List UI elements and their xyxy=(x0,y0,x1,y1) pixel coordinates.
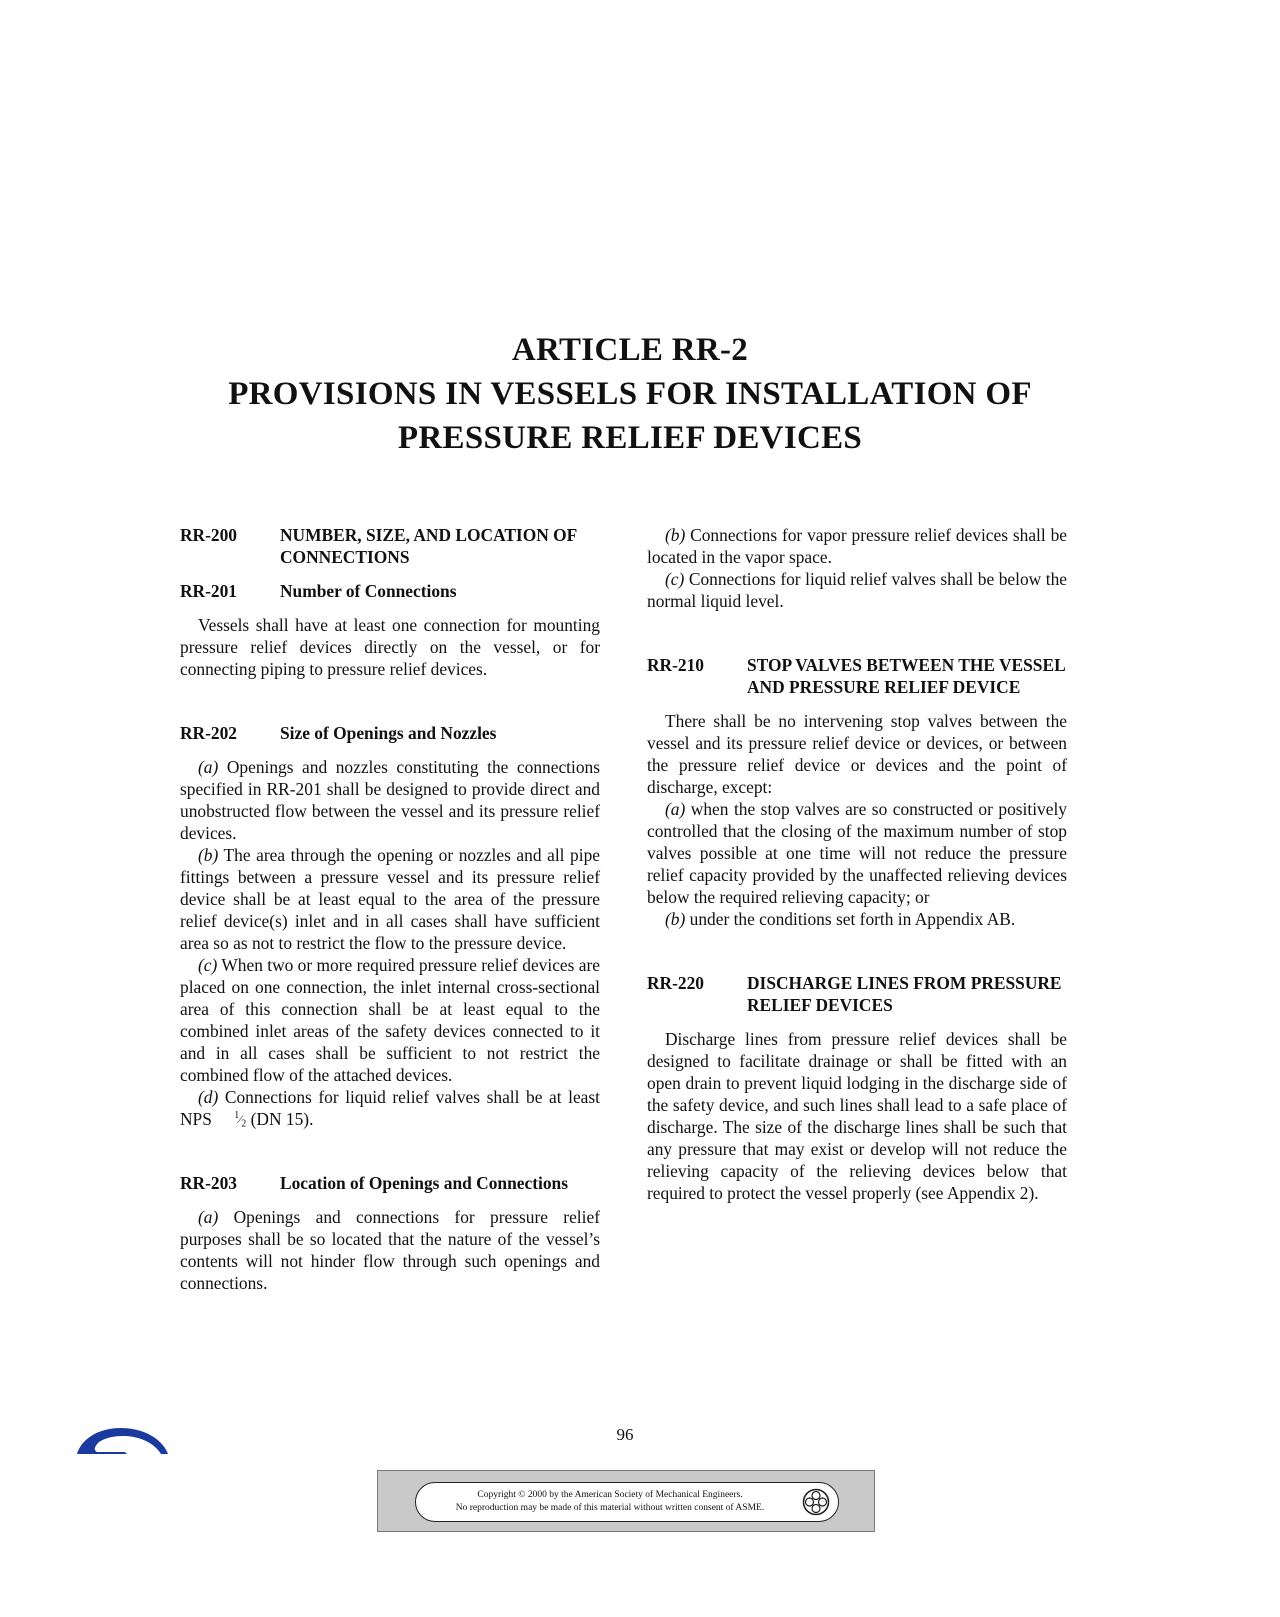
right-column xyxy=(647,524,1067,1204)
paragraph-rr202-b xyxy=(180,844,600,954)
paragraph-rr210-b xyxy=(647,908,1067,930)
section-title: Size of Openings and Nozzles xyxy=(280,723,497,743)
section-number: RR-200 xyxy=(180,525,237,545)
item-label: (a) xyxy=(665,799,686,819)
paragraph-rr201: Vessels shall have at least one connection for mounting pressure relief devices directly on the vessel, or for connecting piping to pressure relief devices. xyxy=(180,615,600,679)
section-title: Number of Connections xyxy=(280,581,457,601)
section-heading-rr210 xyxy=(647,654,1067,698)
section-heading-rr202 xyxy=(180,722,600,744)
section-heading-rr200 xyxy=(180,524,600,568)
copyright-line2: No reproduction may be made of this material without written consent of ASME. xyxy=(455,1503,765,1513)
paragraph-rr210-intro: There shall be no intervening stop valves between the vessel and its pressure relief device or devices, or between the pressure relief device or devices and the point of discharge, except: xyxy=(647,711,1067,797)
item-text: The area through the opening or nozzles and all pipe fittings between a pressure vessel and its pressure relief device shall be at least equal to the area of the pressure relief device(s) inlet and in all cases shall have sufficient area so as not to restrict the flow to the pressure device. xyxy=(180,845,600,953)
page-number: 96 xyxy=(616,1425,634,1444)
item-label: (c) xyxy=(665,569,685,589)
item-label: (b) xyxy=(665,909,686,929)
paragraph-rr202-d xyxy=(180,1086,600,1130)
item-text: When two or more required pressure relief devices are placed on one connection, the inlet internal cross-sectional area of this connection shall be at least equal to the combined inlet areas of the safety devices connected to it and in all cases shall be sufficient to not restrict the combined flow of the attached devices. xyxy=(180,955,600,1085)
section-number: RR-220 xyxy=(647,973,704,993)
item-label: (d) xyxy=(198,1087,219,1107)
item-text: under the conditions set forth in Appendix AB. xyxy=(689,909,1016,929)
left-column xyxy=(180,524,600,1294)
paragraph-rr202-c xyxy=(180,954,600,1086)
item-label: (b) xyxy=(198,845,219,865)
section-heading-rr220 xyxy=(647,972,1067,1016)
paragraph-rr202-a xyxy=(180,756,600,844)
asme-seal-icon xyxy=(802,1488,830,1516)
paragraph-rr203-b xyxy=(647,524,1067,568)
section-title: Location of Openings and Connections xyxy=(280,1173,568,1194)
article-title-line2: PRESSURE RELIEF DEVICES xyxy=(397,420,863,456)
section-number: RR-201 xyxy=(180,581,237,601)
paragraph-rr220: Discharge lines from pressure relief devices shall be designed to facilitate drainage or shall be fitted with an open drain to prevent liquid lodging in the discharge side of the safety device, and such lines shall lead to a safe place of discharge. The size of the discharge lines shall be such that any pressure that may exist or develop will not reduce the relieving capacity of the relieving devices below that required to protect the vessel properly (see Appendix 2). xyxy=(647,1029,1067,1203)
copyright-box xyxy=(377,1470,875,1532)
item-label: (a) xyxy=(198,757,219,777)
article-number: ARTICLE RR-2 xyxy=(511,332,749,368)
item-text: Openings and connections for pressure relief purposes shall be so located that the nature of the vessel’s contents will not hinder flow through such openings and connections. xyxy=(180,1207,600,1294)
item-text: when the stop valves are so constructed or positively controlled that the closing of the maximum number of stop valves possible at one time will not reduce the pressure relief capacity provided by the unaffected relieving devices below the required relieving capacity; or xyxy=(647,799,1067,907)
item-text: Openings and nozzles constituting the connections specified in RR-201 shall be designed to provide direct and unobstructed flow between the vessel and its pressure relief devices. xyxy=(180,757,600,843)
fraction-one-half: $^1⁄_2$ xyxy=(234,1110,247,1130)
section-title: DISCHARGE LINES FROM PRESSURE RELIEF DEVICES xyxy=(747,973,1062,1015)
section-number: RR-203 xyxy=(180,1173,237,1194)
item-text: Connections for liquid relief valves shall be below the normal liquid level. xyxy=(647,569,1067,611)
section-title: STOP VALVES BETWEEN THE VESSEL AND PRESSURE RELIEF DEVICE xyxy=(747,655,1065,697)
item-text-tail: (DN 15). xyxy=(250,1109,314,1129)
item-label: (a) xyxy=(198,1207,219,1228)
section-number: RR-202 xyxy=(180,723,237,743)
copyright-line1: Copyright © 2000 by the American Society of Mechanical Engineers. xyxy=(477,1490,743,1500)
article-title-block xyxy=(0,328,1260,460)
item-text: Connections for vapor pressure relief devices shall be located in the vapor space. xyxy=(647,525,1067,567)
section-heading-rr201 xyxy=(180,580,600,602)
section-number: RR-210 xyxy=(647,655,704,675)
item-label: (c) xyxy=(198,955,218,975)
paragraph-rr203-a xyxy=(180,1206,600,1294)
item-label: (b) xyxy=(665,525,686,545)
paragraph-rr210-a xyxy=(647,798,1067,908)
copyright-notice xyxy=(415,1482,839,1522)
section-title: NUMBER, SIZE, AND LOCATION OF CONNECTIONS xyxy=(280,525,577,567)
paragraph-rr203-c xyxy=(647,568,1067,612)
section-heading-rr203 xyxy=(180,1172,600,1194)
item-text: Connections for liquid relief valves shall be at least NPS xyxy=(180,1087,600,1129)
article-title-line1: PROVISIONS IN VESSELS FOR INSTALLATION OF xyxy=(228,376,1032,412)
